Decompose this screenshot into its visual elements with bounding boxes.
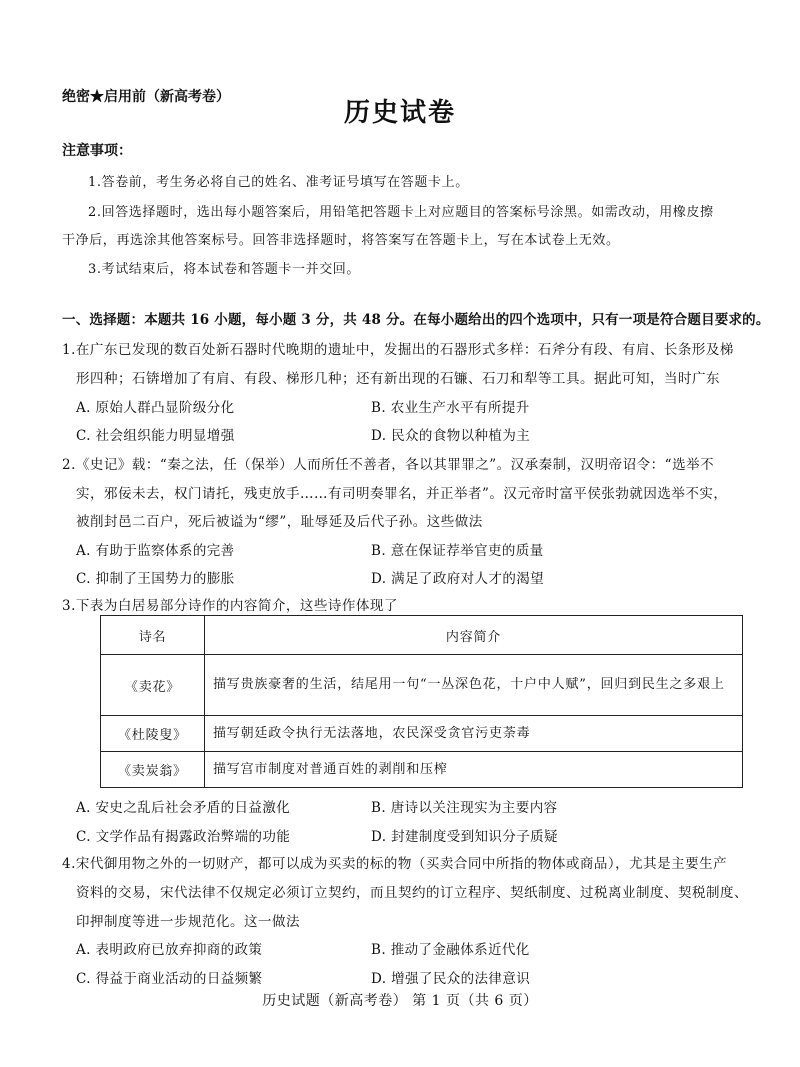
question-3-line: 3.下表为白居易部分诗作的内容简介，这些诗作体现了 xyxy=(62,598,398,614)
table-header-row xyxy=(101,616,743,655)
table-row xyxy=(101,655,743,716)
question-2-line: 实，邪佞未去，权门请托，残吏放手……有司明奏罪名，并正举者”。汉元帝时富平侯张勃就因选举不实， xyxy=(76,486,728,502)
notice-heading: 注意事项： xyxy=(62,143,132,159)
secret-label: 绝密★启用前（新高考卷） xyxy=(62,89,230,105)
question-2-line: 2.《史记》载：“秦之法，任（保举）人而所任不善者，各以其罪罪之”。汉承秦制，汉明帝诏令：“选举不 xyxy=(62,457,715,473)
poem-description: 描写贵族豪奢的生活，结尾用一句“一丛深色花，十户中人赋”，回归到民生之多艰上 xyxy=(205,655,743,716)
poem-description: 描写朝廷政令执行无法落地，农民深受贪官污吏荼毒 xyxy=(205,716,743,752)
notice-line: 1.答卷前，考生务必将自己的姓名、准考证号填写在答题卡上。 xyxy=(88,175,469,190)
question-3-option-b: B. 唐诗以关注现实为主要内容 xyxy=(371,800,558,816)
question-3-option-c: C. 文学作品有揭露政治弊端的功能 xyxy=(76,829,291,845)
notice-line: 2.回答选择题时，选出每小题答案后，用铅笔把答题卡上对应题目的答案标号涂黑。如需改动，用橡皮擦 xyxy=(88,205,714,220)
poem-name: 《卖炭翁》 xyxy=(101,752,205,788)
table-row xyxy=(101,716,743,752)
question-3-option-a: A. 安史之乱后社会矛盾的日益激化 xyxy=(76,800,291,816)
question-1-option-b: B. 农业生产水平有所提升 xyxy=(371,400,530,416)
question-2-option-c: C. 抑制了王国势力的膨胀 xyxy=(76,571,235,587)
notice-line: 3.考试结束后，将本试卷和答题卡一并交回。 xyxy=(88,262,361,277)
question-1-line: 形四种；石锛增加了有肩、有段、梯形几种；还有新出现的石镰、石刀和犁等工具。据此可知，当时广东 xyxy=(76,371,720,387)
question-2-line: 被削封邑二百户，死后被谥为“缪”，耻辱延及后代子孙。这些做法 xyxy=(76,514,483,530)
table-header: 内容简介 xyxy=(205,616,743,655)
question-1-option-a: A. 原始人群凸显阶级分化 xyxy=(76,400,235,416)
section-heading: 一、选择题：本题共 16 小题，每小题 3 分，共 48 分。在每小题给出的四个选项中，只有一项是符合题目要求的。 xyxy=(62,312,770,328)
question-3-option-d: D. 封建制度受到知识分子质疑 xyxy=(371,829,558,845)
question-4-option-c: C. 得益于商业活动的日益频繁 xyxy=(76,971,263,987)
question-4-line: 资料的交易，宋代法律不仅规定必须订立契约，而且契约的订立程序、契纸制度、过税离业制度、契税制度、 xyxy=(76,885,748,901)
poem-name: 《杜陵叟》 xyxy=(101,716,205,752)
poem-table xyxy=(100,615,743,788)
question-1-option-d: D. 民众的食物以种植为主 xyxy=(371,428,531,444)
page-title: 历史试卷 xyxy=(343,98,456,128)
question-2-option-d: D. 满足了政府对人才的渴望 xyxy=(371,571,545,587)
page-footer: 历史试题（新高考卷） 第 1 页（共 6 页） xyxy=(262,993,538,1009)
question-4-option-a: A. 表明政府已放弃抑商的政策 xyxy=(76,942,263,958)
question-4-line: 印押制度等进一步规范化。这一做法 xyxy=(76,914,300,930)
question-2-option-b: B. 意在保证荐举官吏的质量 xyxy=(371,543,544,559)
table-header: 诗名 xyxy=(101,616,205,655)
question-1-option-c: C. 社会组织能力明显增强 xyxy=(76,428,235,444)
question-4-line: 4.宋代御用物之外的一切财产，都可以成为买卖的标的物（买卖合同中所指的物体或商品），尤其是主要生产 xyxy=(62,856,728,872)
poem-description: 描写宫市制度对普通百姓的剥削和压榨 xyxy=(205,752,743,788)
notice-line: 干净后，再选涂其他答案标号。回答非选择题时，将答案写在答题卡上，写在本试卷上无效。 xyxy=(62,233,620,248)
question-1-line: 1.在广东已发现的数百处新石器时代晚期的遗址中，发掘出的石器形式多样：石斧分有段、有肩、长条形及梯 xyxy=(62,342,734,358)
question-4-option-d: D. 增强了民众的法律意识 xyxy=(371,971,531,987)
table-row xyxy=(101,752,743,788)
question-4-option-b: B. 推动了金融体系近代化 xyxy=(371,942,530,958)
question-2-option-a: A. 有助于监察体系的完善 xyxy=(76,543,235,559)
poem-name: 《卖花》 xyxy=(101,655,205,716)
